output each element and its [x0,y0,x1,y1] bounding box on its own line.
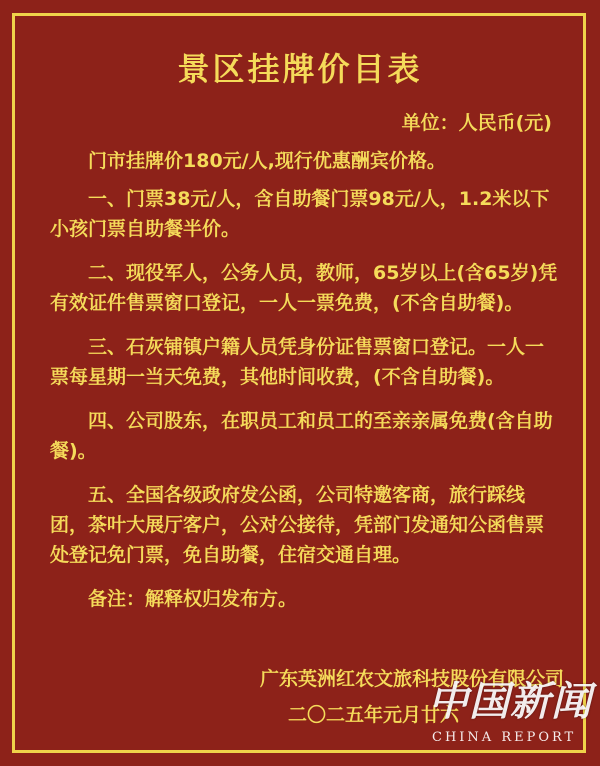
notice-paragraph-intro: 门市挂牌价180元/人,现行优惠酬宾价格。 [88,150,446,172]
company-name: 广东英洲红农文旅科技股份有限公司 [259,668,564,690]
notice-paragraph-2: 二、现役军人，公务人员，教师，65岁以上(含65岁)凭有效证件售票窗口登记，一人一票免费，(不含自助餐)。 [50,262,558,314]
notice-paragraph-5: 五、全国各级政府发公函，公司特邀客商，旅行踩线团，茶叶大展厅客户，公对公接待，凭部门发通知公函售票处登记免门票，免自助餐，住宿交通自理。 [50,484,545,566]
watermark-english-text: CHINA REPORT [432,730,577,745]
currency-unit: 单位：人民币(元) [401,112,552,134]
issue-date: 二〇二五年元月廿六 [288,704,460,726]
watermark-chinese-text: 中国新闻 [428,678,592,725]
notice-remark: 备注：解释权归发布方。 [88,588,298,610]
notice-paragraph-3: 三、石灰铺镇户籍人员凭身份证售票窗口登记。一人一票每星期一当天免费，其他时间收费，(不含自助餐)。 [50,336,545,388]
notice-body [50,146,560,628]
notice-paragraph-4: 四、公司股东，在职员工和员工的至亲亲属免费(含自助餐)。 [50,410,553,462]
notice-paragraph-1: 一、门票38元/人，含自助餐门票98元/人，1.2米以下小孩门票自助餐半价。 [50,188,550,240]
notice-title: 景区挂牌价目表 [177,50,423,88]
